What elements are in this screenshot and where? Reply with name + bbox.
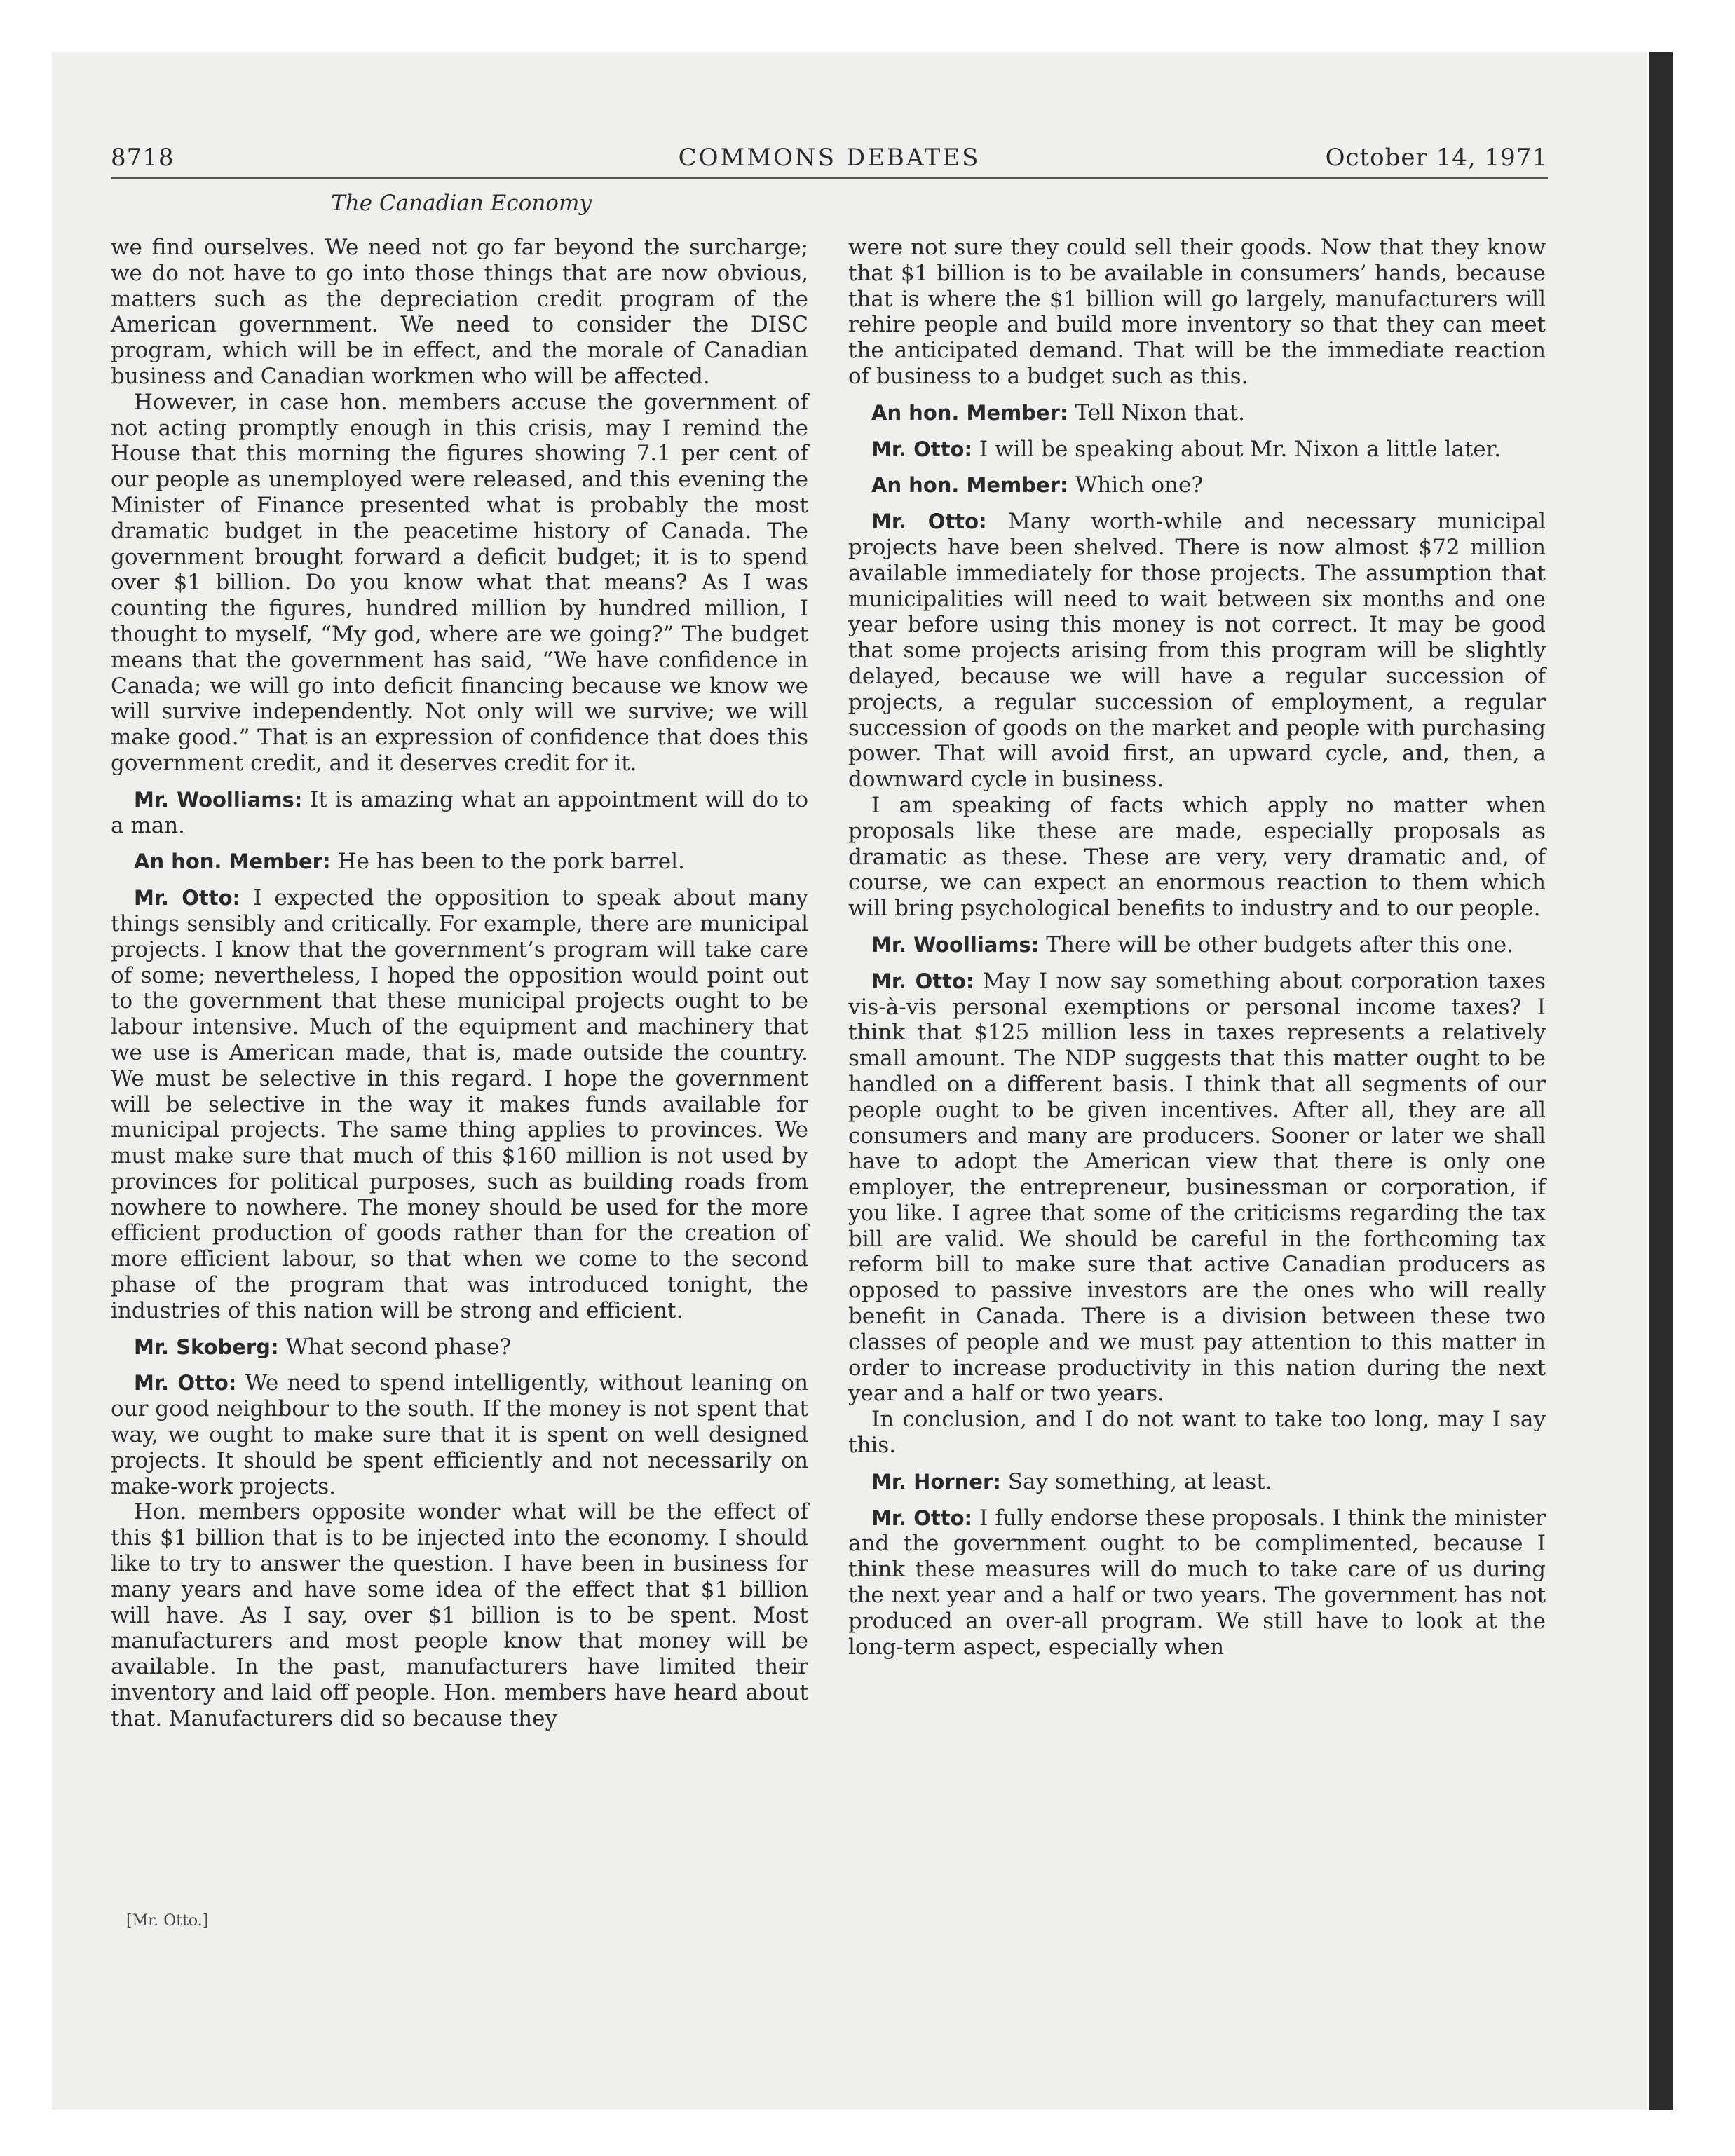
paragraph: Mr. Skoberg: What second phase? bbox=[134, 1334, 512, 1360]
scan-edge-bar bbox=[1649, 52, 1673, 2110]
publication-title: COMMONS DEBATES bbox=[678, 144, 981, 172]
paragraph: Mr. Woolliams: There will be other budgets after this one. bbox=[871, 932, 1513, 957]
paragraph: Mr. Otto: We need to spend intelligently, without leaning on our good neighbour to the south. If the money is not spent that way, we ought to make sure that it is spent on well designed projects. It should be spent efficiently and not necessarily on make-work projects. bbox=[111, 1370, 808, 1499]
paragraph: Mr. Otto: I expected the opposition to speak about many things sensibly and critically. For example, there are municipal projects. I know that the government’s program will take care of some; nevertheless, I hoped the opposition would point out to the government that these municipal projects ought to be labour intensive. Much of the equipment and machinery that we use is American made, that is, made outside the country. We must be selective in this regard. I hope the government will be selective in the way it makes funds available for municipal projects. The same thing applies to provinces. We must make sure that much of this $160 million is not used by provinces for political purposes, such as building roads from nowhere to nowhere. The money should be used for the more efficient production of goods rather than for the creation of more efficient labour, so that when we come to the second phase of the program that was introduced tonight, the industries of this nation will be strong and efficient. bbox=[111, 885, 808, 1323]
speaker-name: Mr. Otto: bbox=[871, 510, 987, 534]
speaker-name: An hon. Member: bbox=[871, 400, 1068, 425]
left-column bbox=[111, 235, 808, 1732]
paragraph: Mr. Horner: Say something, at least. bbox=[871, 1468, 1272, 1494]
page-header bbox=[111, 142, 1548, 179]
paragraph: Hon. members opposite wonder what will be the effect of this $1 billion that is to be injected into the economy. I should like to try to answer the question. I have been in business for many years and have some idea of the effect that $1 billion will have. As I say, over $1 billion is to be spent. Most manufacturers and most people know that money will be available. In the past, manufacturers have limited their inventory and laid off people. Hon. members have heard about that. Manufacturers did so because they bbox=[111, 1499, 808, 1731]
paragraph: Mr. Otto: May I now say something about corporation taxes vis-à-vis personal exemptions or personal income taxes? I think that $125 million less in taxes represents a relatively small amount. The NDP suggests that this matter ought to be handled on a different basis. I think that all segments of our people ought to be given incentives. After all, they are all consumers and many are producers. Sooner or later we shall have to adopt the American view that there is only one employer, the entrepreneur, businessman or corporation, if you like. I agree that some of the criticisms regarding the tax bill are valid. We should be careful in the forthcoming tax reform bill to make sure that active Canadian producers as opposed to passive investors are the ones who will really benefit in Canada. There is a division between these two classes of people and we must pay attention to this matter in order to increase productivity in this nation during the next year and a half or two years. bbox=[848, 968, 1546, 1407]
paragraph: I am speaking of facts which apply no matter when proposals like these are made, especially proposals as dramatic as these. These are very, very dramatic and, of course, we can expect an enormous reaction to them which will bring psychological benefits to industry and to our people. bbox=[848, 792, 1546, 922]
paragraph: we find ourselves. We need not go far beyond the surcharge; we do not have to go into those things that are now obvious, matters such as the depreciation credit program of the American government. We need to consider the DISC program, which will be in effect, and the morale of Canadian business and Canadian workmen who will be affected. bbox=[111, 235, 808, 389]
paragraph: Mr. Otto: I fully endorse these proposals. I think the minister and the government ought to be complimented, because I think these measures will do much to take care of us during the next year and a half or two years. The government has not produced an over-all program. We still have to look at the long-term aspect, especially when bbox=[848, 1505, 1546, 1660]
speaker-name: Mr. Otto: bbox=[871, 969, 974, 993]
speaker-footer: [Mr. Otto.] bbox=[126, 1912, 209, 1930]
speaker-name: Mr. Woolliams: bbox=[134, 787, 303, 812]
speaker-name: Mr. Otto: bbox=[134, 886, 241, 910]
right-column bbox=[848, 235, 1546, 1660]
paragraph: An hon. Member: Which one? bbox=[871, 472, 1203, 498]
speaker-name: An hon. Member: bbox=[871, 473, 1068, 498]
page-number: 8718 bbox=[111, 144, 175, 172]
speaker-name: Mr. Skoberg: bbox=[134, 1335, 279, 1359]
speaker-name: Mr. Woolliams: bbox=[871, 932, 1040, 957]
paragraph: An hon. Member: Tell Nixon that. bbox=[871, 400, 1245, 425]
speaker-name: Mr. Horner: bbox=[871, 1469, 1001, 1494]
paragraph: However, in case hon. members accuse the government of not acting promptly enough in this crisis, may I remind the House that this morning the figures showing 7.1 per cent of our people as unemployed were released, and this evening the Minister of Finance presented what is probably the most dramatic budget in the peacetime history of Canada. The government brought forward a deficit budget; it is to spend over $1 billion. Do you know what that means? As I was counting the figures, hundred million by hundred million, I thought to myself, “My god, where are we going?” The budget means that the government has said, “We have confidence in Canada; we will go into deficit financing because we know we will survive independently. Not only will we survive; we will make good.” That is an expression of confidence that does this government credit, and it deserves credit for it. bbox=[111, 389, 808, 776]
speaker-name: Mr. Otto: bbox=[134, 1371, 237, 1396]
speaker-name: Mr. Otto: bbox=[871, 1506, 973, 1530]
paragraph: were not sure they could sell their goods. Now that they know that $1 billion is to be available in consumers’ hands, because that is where the $1 billion will go largely, manufacturers will rehire people and build more inventory so that they can meet the anticipated demand. That will be the immediate reaction of business to a budget such as this. bbox=[848, 235, 1546, 389]
debate-date: October 14, 1971 bbox=[1325, 144, 1548, 172]
paragraph: Mr. Woolliams: It is amazing what an appointment will do to a man. bbox=[111, 786, 809, 838]
section-subtitle: The Canadian Economy bbox=[331, 191, 592, 216]
paragraph: Mr. Otto: Many worth-while and necessary municipal projects have been shelved. There is now almost $72 million available immediately for those projects. The assumption that municipalities will need to wait between six months and one year before using this money is not correct. It may be good that some projects arising from this program will be slightly delayed, because we will have a regular succession of projects, a regular succession of employment, a regular succession of goods on the market and people with purchasing power. That will avoid first, an upward cycle, and, then, a downward cycle in business. bbox=[848, 509, 1546, 793]
speaker-name: An hon. Member: bbox=[134, 850, 331, 874]
speaker-name: Mr. Otto: bbox=[871, 437, 973, 461]
paragraph: In conclusion, and I do not want to take too long, may I say this. bbox=[848, 1407, 1546, 1459]
paragraph: An hon. Member: He has been to the pork barrel. bbox=[134, 849, 685, 875]
paragraph: Mr. Otto: I will be speaking about Mr. Nixon a little later. bbox=[871, 436, 1501, 462]
